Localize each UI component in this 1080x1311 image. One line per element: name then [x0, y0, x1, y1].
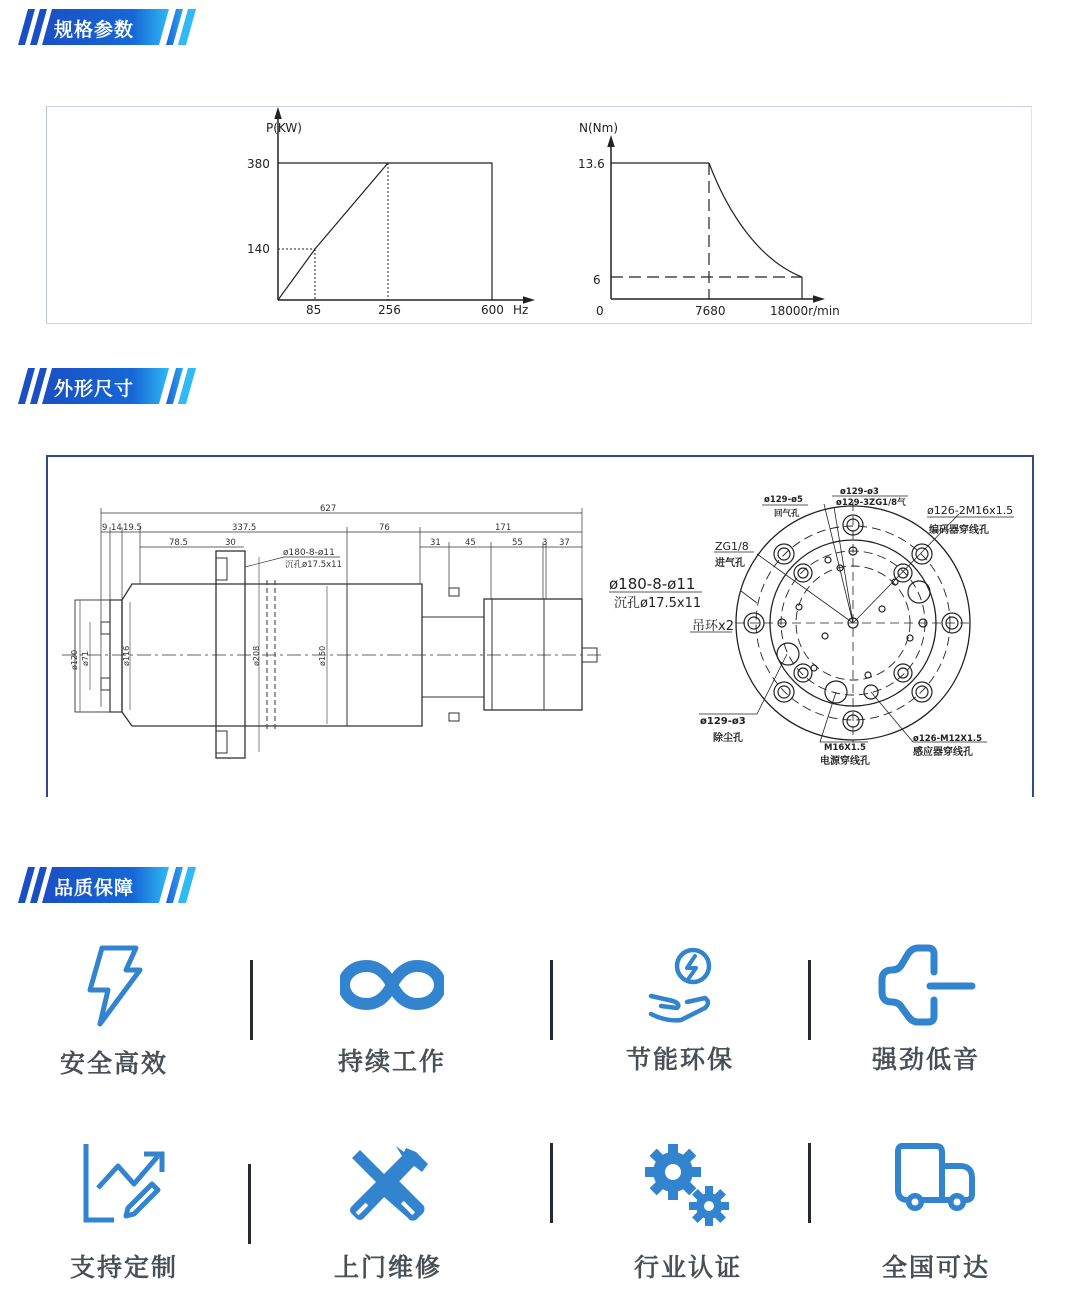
performance-charts	[47, 107, 1033, 325]
power-x-unit: Hz	[513, 303, 529, 317]
feature-energy-saving	[580, 940, 780, 1110]
truck-icon	[894, 1142, 978, 1218]
section-title: 外形尺寸	[54, 378, 135, 400]
power-y-tick-high: 380	[247, 157, 270, 171]
label-top-spec-2: ø129-3ZG1/8气	[836, 498, 906, 508]
section-banner-quality	[6, 865, 202, 905]
feature-label: 行业认证	[633, 1253, 742, 1282]
torque-y-tick-low: 6	[593, 273, 601, 287]
label-exhaust-name: 回气孔	[774, 509, 800, 519]
dim-d120: ø120	[70, 649, 79, 670]
label-power-spec: M16X1.5	[824, 743, 866, 753]
feature-divider	[550, 1143, 553, 1223]
feature-industry-certified	[588, 1140, 788, 1310]
feature-continuous-work	[292, 940, 492, 1110]
dim-45: 45	[465, 538, 476, 548]
label-lifting-ring: 吊环x2	[692, 619, 734, 634]
tools-icon	[346, 1142, 430, 1228]
section-title: 品质保障	[54, 877, 135, 899]
dim-d150: ø150	[318, 645, 327, 666]
feature-divider	[808, 1143, 811, 1223]
feature-divider	[250, 960, 253, 1040]
label-encoder-name: 编码器穿线孔	[929, 525, 989, 536]
dim-55: 55	[512, 538, 523, 548]
lightning-icon	[82, 944, 146, 1028]
dim-171: 171	[495, 523, 512, 533]
dim-14: 14	[111, 523, 122, 533]
dim-30: 30	[225, 538, 236, 548]
dim-78-5: 78.5	[169, 538, 188, 548]
dimensions-panel	[46, 455, 1034, 797]
label-encoder-spec: ø126-2M16x1.5	[927, 504, 1014, 517]
power-x-tick-2: 256	[378, 303, 401, 317]
power-x-tick-3: 600	[481, 303, 504, 317]
label-flange-spec: ø180-8-ø11	[609, 575, 696, 593]
infinity-icon	[340, 958, 444, 1012]
power-chart	[247, 113, 529, 317]
label-flange-counterbore: 沉孔ø17.5x11	[614, 596, 702, 611]
torque-y-tick-high: 13.6	[578, 157, 605, 171]
feature-label: 安全高效	[59, 1049, 168, 1078]
flange-note-2: 沉孔ø17.5x11	[285, 560, 342, 570]
dim-total: 627	[320, 504, 337, 514]
gears-icon	[643, 1142, 733, 1232]
torque-chart	[578, 121, 840, 318]
dimension-drawings	[48, 457, 1036, 799]
feature-label: 支持定制	[69, 1253, 178, 1282]
dim-9: 9	[102, 523, 108, 533]
torque-y-label: N(Nm)	[579, 121, 619, 135]
torque-x-tick-2: 18000r/min	[770, 304, 840, 318]
section-banner-specs	[6, 7, 202, 47]
feature-label: 上门维修	[333, 1253, 442, 1282]
label-inlet-name: 进气孔	[715, 558, 745, 569]
feature-onsite-repair	[288, 1140, 488, 1310]
feature-powerful-quiet	[826, 940, 1026, 1110]
label-power-name: 电源穿线孔	[820, 756, 870, 767]
energy-hand-icon	[647, 946, 713, 1026]
dim-337-5: 337.5	[232, 523, 257, 533]
dim-d208: ø208	[252, 645, 261, 666]
power-x-tick-1: 85	[306, 303, 322, 317]
dim-76: 76	[379, 523, 390, 533]
feature-nationwide-delivery	[836, 1140, 1036, 1310]
power-y-label: P(KW)	[266, 121, 302, 135]
torque-x-tick-0: 0	[596, 304, 604, 318]
label-sensor-spec: ø126-M12X1.5	[913, 734, 983, 744]
plug-icon	[876, 944, 976, 1026]
label-dust-name: 除尘孔	[713, 733, 743, 744]
flange-note-1: ø180-8-ø11	[283, 548, 335, 558]
section-title: 规格参数	[54, 19, 135, 41]
feature-divider	[808, 960, 811, 1040]
feature-safe-efficient	[14, 940, 214, 1110]
feature-label: 强劲低音	[871, 1045, 980, 1074]
dim-3: 3	[542, 538, 548, 548]
feature-label: 持续工作	[337, 1047, 446, 1076]
feature-label: 全国可达	[881, 1253, 990, 1282]
label-exhaust-spec: ø129-ø5	[764, 495, 803, 505]
dim-19-5: 19.5	[123, 523, 142, 533]
dim-31: 31	[430, 538, 441, 548]
specs-panel	[46, 106, 1032, 324]
label-dust-spec: ø129-ø3	[700, 716, 746, 727]
dim-d116: ø116	[122, 645, 131, 666]
chart-edit-icon	[82, 1142, 166, 1226]
power-y-tick-low: 140	[247, 242, 270, 256]
feature-divider	[248, 1164, 251, 1244]
feature-divider	[550, 960, 553, 1040]
section-banner-dimensions	[6, 366, 202, 406]
feature-label: 节能环保	[625, 1045, 734, 1074]
dim-d71: ø71	[81, 650, 90, 666]
label-sensor-name: 感应器穿线孔	[913, 747, 973, 758]
torque-x-tick-1: 7680	[695, 304, 726, 318]
label-top-spec-1: ø129-ø3	[840, 487, 879, 497]
feature-customizable	[24, 1140, 224, 1310]
label-inlet-spec: ZG1/8	[715, 540, 749, 553]
dim-37: 37	[559, 538, 570, 548]
